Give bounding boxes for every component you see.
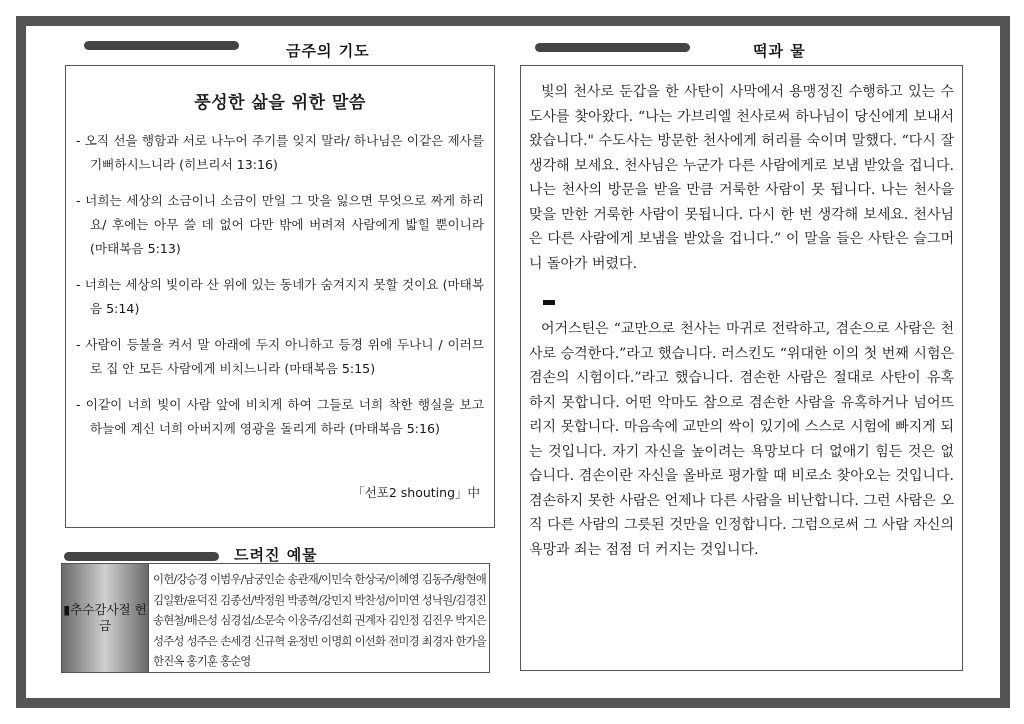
story-box [520,65,963,671]
left-header-title: 금주의 기도 [286,42,370,60]
verse-item: - 사람이 등불을 켜서 말 아래에 두지 아니하고 등경 위에 두나니 / 이러므로 집 안 모든 사람에게 비치느니라 (마태복음 5:15) [76,337,484,376]
offering-table [61,563,490,673]
verse-item: - 너희는 세상의 빛이라 산 위에 있는 동네가 숨겨지지 못할 것이요 (마태복음 5:14) [76,277,484,316]
left-header-bar [84,41,239,50]
scripture-title: 풍성한 삶을 위한 말씀 [194,93,366,113]
story-paragraph: 어거스틴은 “교만으로 천사는 마귀로 전락하고, 겸손으로 사람은 천사로 승격한다.”라고 했습니다. 러스킨도 “위대한 이의 첫 번째 시험은 겸손의 시험이다.”라고 했습니다. 겸손한 사람은 절대로 사탄이 유혹하지 못합니다. 어떤 악마도 참으로 겸손한 사람을 유혹하거나 넘어뜨리지 못합니다. 마음속에 교만의 싹이 있기에 스스로 시험에 빠지게 되는 것입니다. 자기 자신을 높이려는 욕망보다 더 없애기 힘든 것은 없습니다. 겸손이란 자신을 올바로 평가할 때 비로소 찾아오는 것입니다. 겸손하지 못한 사람은 언제나 다른 사람을 비난합니다. 그런 사람은 오직 다른 사람의 그릇된 것만을 인정합니다. 그럼으로써 그 사람 자신의 욕망과 죄는 점점 더 커지는 것입니다. [529,321,954,558]
scripture-source: 「선포2 shouting」中 [352,485,480,500]
offering-title: 드려진 예물 [234,546,318,564]
verse-item: - 오직 선을 행함과 서로 나누어 주기를 잊지 말라/ 하나님은 이같은 제사를 기뻐하시느니라 (히브리서 13:16) [76,133,484,172]
right-header-title: 떡과 물 [753,42,806,60]
right-header-bar [535,43,690,52]
section-divider-mark [543,300,555,305]
offering-header-bar [64,552,219,561]
offering-label: ▮추수감사절 헌금 [62,564,149,672]
story-paragraph: 빛의 천사로 둔갑을 한 사탄이 사막에서 용맹정진 수행하고 있는 수도사를 찾아왔다. “나는 가브리엘 천사로써 하나님이 당신에게 보내서 왔습니다." 수도사는 방문한 천사에게 허리를 숙이며 말했다. “다시 잘 생각해 보세요. 천사님은 누군가 다른 사람에게로 보냄 받았을 겁니다. 나는 천사의 방문을 받을 만큼 거룩한 사람이 못 됩니다. 나는 천사을 맞을 만한 거룩한 사람이 못됩니다. 다시 한 번 생각해 보세요. 천사님은 다른 사람에게 보냄을 받았을 겁니다.” 이 말을 들은 사탄은 슬그머니 돌아가 버렸다. [529,84,954,272]
scripture-box [65,65,495,528]
offering-names: 이헌/강승경 이범우/남궁인순 송관재/이민숙 한상국/이혜영 김동주/황현애 김일환/윤덕진 김종선/박정원 박종혁/강민지 박찬성/이미연 성낙원/김경진 송현철/배은성 심경섭/소문숙 이웅주/김선희 권계자 김인정 김진우 박지은 성주성 성주은 손세경 신규혁 윤정빈 이명희 이선화 전미경 최경자 한가을 한진옥 홍기훈 홍순영 [153,572,486,668]
verse-item: - 너희는 세상의 소금이니 소금이 만일 그 맛을 잃으면 무엇으로 짜게 하리요/ 후에는 아무 쓸 데 없어 다만 밖에 버려져 사람에게 밟힐 뿐이니라 (마태복음 5:13) [76,193,484,256]
verse-item: - 이같이 너희 빛이 사람 앞에 비치게 하여 그들로 너희 착한 행실을 보고 하늘에 계신 너희 아버지께 영광을 돌리게 하라 (마태복음 5:16) [76,397,484,436]
